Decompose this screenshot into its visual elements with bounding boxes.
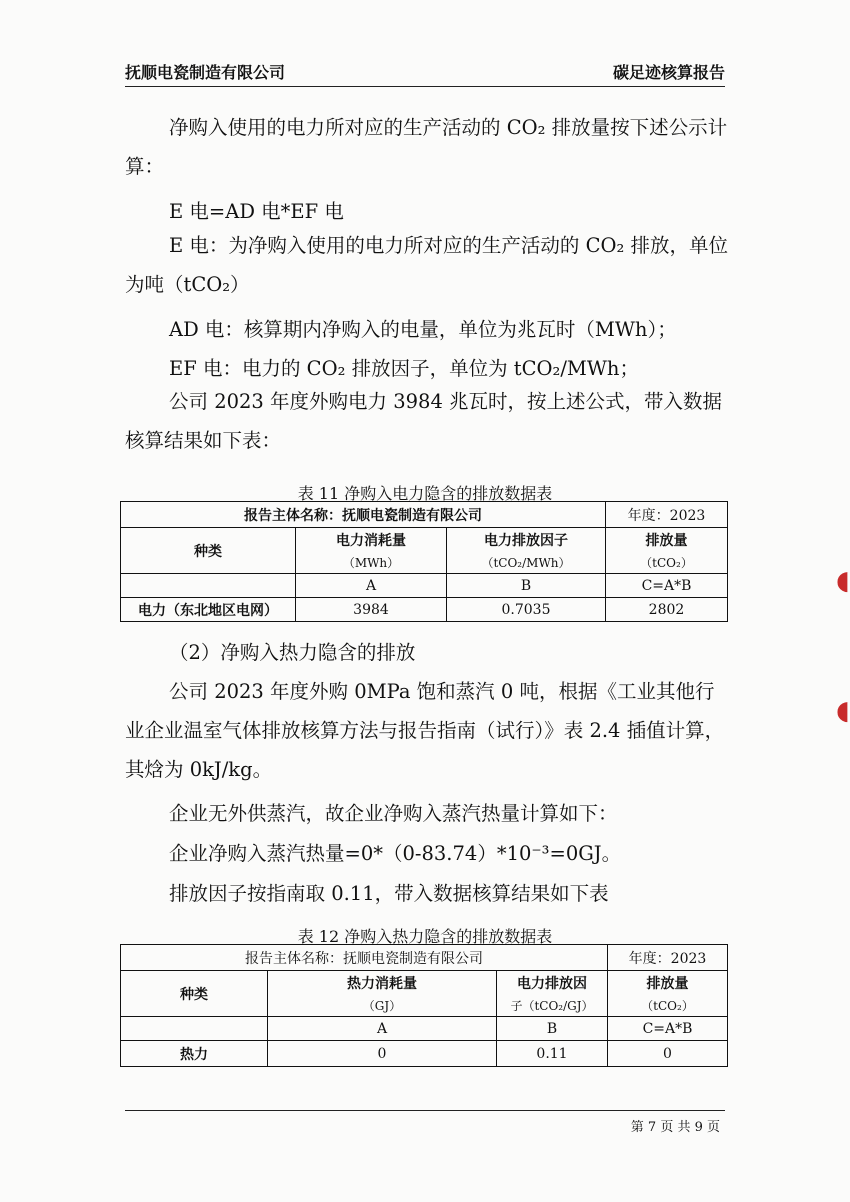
formula-electricity: E 电=AD 电*EF 电 (169, 200, 344, 223)
table12-col1-unit: （GJ） (268, 995, 497, 1017)
header-report-title: 碳足迹核算报告 (612, 63, 725, 82)
table12-value-b: 0.11 (497, 1041, 608, 1067)
paragraph-heat-intro: 公司 2023 年度外购 0MPa 饱和蒸汽 0 吨，根据《工业其他行业企业温室气体排放核算方法与报告指南（试行）》表 2.4 插值计算，其焓为 0kJ/kg。 (125, 680, 725, 781)
paragraph-heat-factor: 排放因子按指南取 0.11，带入数据核算结果如下表 (169, 882, 609, 905)
seal-stamp-fragment-top: ◖ (836, 566, 850, 596)
paragraph-electricity-intro: 净购入使用的电力所对应的生产活动的 CO₂ 排放量按下述公示计算： (125, 116, 728, 178)
table12-value-a: 0 (268, 1041, 497, 1067)
seal-stamp-fragment-bottom: ◖ (836, 696, 850, 726)
table11-col3-header: 排放量 (606, 528, 728, 552)
table11 (120, 501, 728, 622)
table11-key-a: A (296, 574, 447, 598)
table12-entity: 报告主体名称：抚顺电瓷制造有限公司 (121, 945, 608, 971)
table12-value-c: 0 (608, 1041, 728, 1067)
table-row (121, 1041, 728, 1067)
table12-col2-unit: 子（tCO₂/GJ） (497, 995, 608, 1017)
table12-col3-header: 排放量 (608, 971, 728, 995)
definition-e: E 电：为净购入使用的电力所对应的生产活动的 CO₂ 排放，单位为吨（tCO₂） (125, 234, 729, 296)
page-header (125, 56, 725, 87)
table11-col3-unit: （tCO₂） (606, 552, 728, 574)
paragraph-electricity-data: 公司 2023 年度外购电力 3984 兆瓦时，按上述公式，带入数据核算结果如下表： (125, 390, 723, 452)
table-row (121, 598, 728, 622)
table11-col2-header: 电力排放因子 (447, 528, 606, 552)
page-number: 第 7 页 共 9 页 (630, 1120, 720, 1135)
table12-row-label: 热力 (121, 1041, 268, 1067)
footer-divider (125, 1110, 725, 1111)
table11-col2-unit: （tCO₂/MWh） (447, 552, 606, 574)
table12-empty-cell (121, 1017, 268, 1041)
table12-type-header: 种类 (121, 971, 268, 1017)
table12-key-c: C=A*B (608, 1017, 728, 1041)
table11-caption: 表 11 净购入电力隐含的排放数据表 (297, 484, 553, 503)
paragraph-heat-no-supply: 企业无外供蒸汽，故企业净购入蒸汽热量计算如下： (169, 802, 618, 825)
table11-value-b: 0.7035 (447, 598, 606, 622)
header-company: 抚顺电瓷制造有限公司 (125, 63, 286, 82)
table12-year: 年度：2023 (608, 945, 728, 971)
table11-year: 年度：2023 (606, 502, 728, 528)
table11-empty-cell (121, 574, 296, 598)
table11-entity: 报告主体名称：抚顺电瓷制造有限公司 (121, 502, 606, 528)
table11-key-c: C=A*B (606, 574, 728, 598)
table11-value-c: 2802 (606, 598, 728, 622)
table12 (120, 944, 728, 1067)
table11-col1-unit: （MWh） (296, 552, 447, 574)
table11-row-label: 电力（东北地区电网） (121, 598, 296, 622)
table12-caption: 表 12 净购入热力隐含的排放数据表 (297, 927, 553, 946)
table11-key-b: B (447, 574, 606, 598)
formula-heat: 企业净购入蒸汽热量=0*（0-83.74）*10⁻³=0GJ。 (169, 842, 622, 865)
table12-key-b: B (497, 1017, 608, 1041)
table12-col3-unit: （tCO₂） (608, 995, 728, 1017)
table11-type-header: 种类 (121, 528, 296, 574)
table12-col2-header: 电力排放因 (497, 971, 608, 995)
definition-ad: AD 电：核算期内净购入的电量，单位为兆瓦时（MWh）； (169, 318, 677, 341)
table12-key-a: A (268, 1017, 497, 1041)
section-heat-title: （2）净购入热力隐含的排放 (169, 641, 416, 664)
table11-col1-header: 电力消耗量 (296, 528, 447, 552)
definition-ef: EF 电：电力的 CO₂ 排放因子，单位为 tCO₂/MWh； (169, 357, 639, 380)
table12-col1-header: 热力消耗量 (268, 971, 497, 995)
table11-value-a: 3984 (296, 598, 447, 622)
